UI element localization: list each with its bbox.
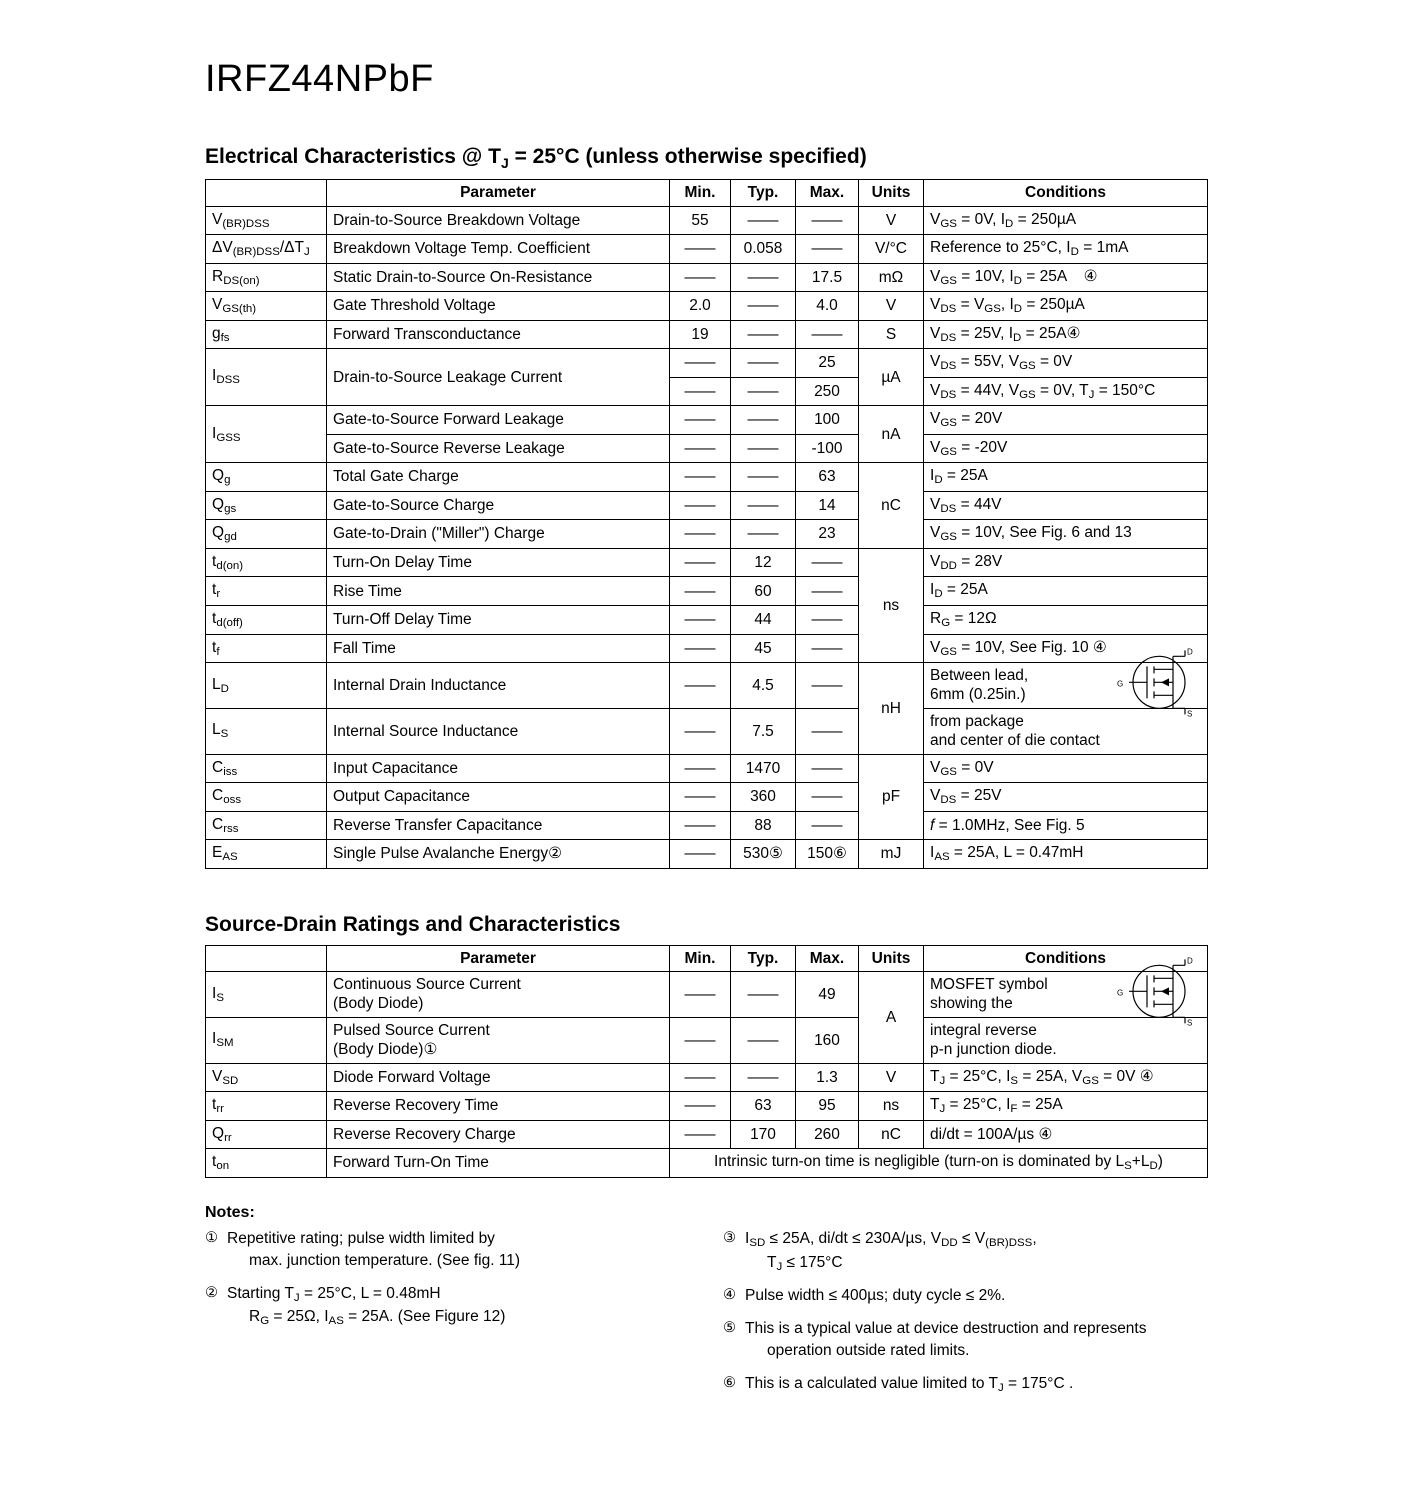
cell-typ: —— [731,406,796,435]
cell-parameter: Diode Forward Voltage [327,1063,670,1092]
cell-conditions: $V_{GS} = 10V$, See Fig. 10 ④ [924,634,1208,663]
cell-conditions: $I_{AS} = 25A$, L = 0.47mH [924,840,1208,869]
svg-text:S: S [1187,709,1193,719]
cell-typ: —— [731,292,796,321]
cell-min: —— [670,520,731,549]
note-text: This is a calculated value limited to $T_J = 175^\circ C$ . [745,1374,1074,1394]
cell-units: ns [859,1092,924,1121]
cell-min: —— [670,811,731,840]
cell-symbol: $Q_{rr}$ [206,1120,327,1149]
cell-conditions: $V_{GS} = 20V$ [924,406,1208,435]
electrical-characteristics-heading [205,145,1412,171]
cell-typ: —— [731,434,796,463]
cell-conditions: from package and center of die contact [924,708,1208,754]
cell-symbol: $t_f$ [206,634,327,663]
table-row [206,520,1208,549]
cell-max: 100 [796,406,859,435]
cell-parameter: Gate-to-Drain ("Miller") Charge [327,520,670,549]
cell-units: nC [859,463,924,549]
cell-parameter: Forward Transconductance [327,320,670,349]
column-header-units: Units [859,180,924,206]
note-marker: ① [205,1229,219,1246]
table-row [206,811,1208,840]
notes-column-right [723,1228,1215,1407]
svg-text:S: S [1187,1018,1193,1028]
cell-symbol: $E_{AS}$ [206,840,327,869]
cell-parameter: Fall Time [327,634,670,663]
cell-symbol: $I_{SM}$ [206,1017,327,1063]
cell-parameter: Continuous Source Current (Body Diode) [327,972,670,1018]
table-row [206,754,1208,783]
cell-max: —— [796,606,859,635]
cell-note-span: Intrinsic turn-on time is negligible (turn-on is dominated by $L_S+L_D$) [670,1149,1208,1178]
table-row [206,463,1208,492]
cell-max: 49 [796,972,859,1018]
cell-min: —— [670,463,731,492]
cell-min: 55 [670,206,731,235]
cell-max: —— [796,754,859,783]
column-header-units: Units [859,945,924,971]
cell-min: —— [670,606,731,635]
cell-units: nA [859,406,924,463]
notes-heading: Notes: [205,1203,255,1221]
electrical-heading-subscript: J [500,155,509,172]
cell-max: —— [796,811,859,840]
cell-parameter: Output Capacitance [327,783,670,812]
column-header-conditions: Conditions [924,180,1208,206]
cell-max: —— [796,206,859,235]
cell-min: —— [670,349,731,378]
cell-conditions: f = 1.0MHz, See Fig. 5 [924,811,1208,840]
cell-min: —— [670,434,731,463]
cell-conditions: $V_{DS} = 44V$, $V_{GS} = 0V$, $T_J = 150^\circ C$ [924,377,1208,406]
electrical-heading-text: Electrical Characteristics @ T [205,145,501,168]
electrical-characteristics-table [205,179,1208,869]
cell-conditions: di/dt = 100A/µs ④ [924,1120,1208,1149]
note-text: Pulse width ≤ 400µs; duty cycle ≤ 2%. [745,1287,1006,1305]
cell-max: —— [796,548,859,577]
cell-parameter: Drain-to-Source Breakdown Voltage [327,206,670,235]
column-header-parameter: Parameter [327,945,670,971]
cell-typ: 60 [731,577,796,606]
table-row [206,206,1208,235]
page-title: IRFZ44NPbF [205,58,434,100]
cell-max: —— [796,634,859,663]
cell-units: mΩ [859,263,924,292]
cell-parameter: Gate-to-Source Charge [327,491,670,520]
cell-min: —— [670,548,731,577]
cell-units: nH [859,663,924,755]
table-row [206,708,1208,754]
cell-conditions: $V_{GS} = 0V$, $I_D = 250\mu A$ [924,206,1208,235]
cell-units: µA [859,349,924,406]
cell-symbol: $I_S$ [206,972,327,1018]
column-header-min: Min. [670,180,731,206]
cell-parameter: Forward Turn-On Time [327,1149,670,1178]
cell-min: —— [670,754,731,783]
cell-conditions: $R_G = 12\Omega$ [924,606,1208,635]
cell-conditions: $V_{DS} = V_{GS}$, $I_D = 250\mu A$ [924,292,1208,321]
note-item [723,1228,1215,1276]
cell-max: —— [796,577,859,606]
note-item [723,1373,1215,1397]
cell-max: 4.0 [796,292,859,321]
cell-typ: 88 [731,811,796,840]
cell-symbol: $L_D$ [206,663,327,709]
cell-typ: 4.5 [731,663,796,709]
cell-parameter: Internal Source Inductance [327,708,670,754]
table-row [206,235,1208,264]
cell-max: —— [796,708,859,754]
table-row [206,320,1208,349]
cell-parameter: Static Drain-to-Source On-Resistance [327,263,670,292]
cell-conditions: $T_J = 25^\circ C$, $I_F = 25A$ [924,1092,1208,1121]
column-header-symbol [206,180,327,206]
cell-typ: —— [731,972,796,1018]
cell-max: 150⑥ [796,840,859,869]
cell-max: 14 [796,491,859,520]
cell-typ: 44 [731,606,796,635]
note-item [723,1318,1215,1363]
cell-min: —— [670,840,731,869]
cell-symbol: $V_{SD}$ [206,1063,327,1092]
cell-min: —— [670,491,731,520]
cell-symbol: $Q_{gs}$ [206,491,327,520]
column-header-max: Max. [796,180,859,206]
cell-typ: 170 [731,1120,796,1149]
cell-min: —— [670,663,731,709]
cell-parameter: Reverse Transfer Capacitance [327,811,670,840]
cell-symbol: $V_{GS(th)}$ [206,292,327,321]
table-row [206,491,1208,520]
cell-conditions: $I_D = 25A$ [924,577,1208,606]
note-text: Repetitive rating; pulse width limited by max. junction temperature. (See fig. 11) [227,1229,521,1270]
cell-typ: 530⑤ [731,840,796,869]
cell-typ: —— [731,1063,796,1092]
cell-units: V [859,292,924,321]
cell-units: mJ [859,840,924,869]
table-row [206,972,1208,1018]
cell-symbol: $Q_g$ [206,463,327,492]
cell-conditions: $V_{DS} = 55V$, $V_{GS} = 0V$ [924,349,1208,378]
cell-parameter: Pulsed Source Current (Body Diode)① [327,1017,670,1063]
svg-text:D: D [1187,956,1193,966]
cell-typ: —— [731,1017,796,1063]
cell-symbol: $C_{rss}$ [206,811,327,840]
cell-typ: —— [731,377,796,406]
source-drain-heading: Source-Drain Ratings and Characteristics [205,912,621,936]
cell-max: 1.3 [796,1063,859,1092]
column-header-symbol [206,945,327,971]
electrical-heading-rest: = 25°C (unless otherwise specified) [508,145,867,168]
cell-parameter: Reverse Recovery Charge [327,1120,670,1149]
note-marker: ③ [723,1229,737,1246]
cell-max: 23 [796,520,859,549]
table-row [206,406,1208,435]
cell-symbol: $R_{DS(on)}$ [206,263,327,292]
cell-conditions: $V_{GS} = 0V$ [924,754,1208,783]
cell-max: —— [796,320,859,349]
cell-symbol: $t_r$ [206,577,327,606]
cell-typ: 63 [731,1092,796,1121]
cell-parameter: Drain-to-Source Leakage Current [327,349,670,406]
cell-conditions: $V_{DD} = 28V$ [924,548,1208,577]
cell-max: —— [796,235,859,264]
table-row [206,292,1208,321]
cell-conditions: $V_{DS} = 44V$ [924,491,1208,520]
cell-max: 63 [796,463,859,492]
cell-symbol: $L_S$ [206,708,327,754]
cell-min: —— [670,235,731,264]
note-text: Starting $T_J = 25^\circ C$, L = 0.48mH $R_G = 25\Omega$, $I_{AS} = 25A$. (See Figure 12) [227,1284,506,1328]
table-row [206,434,1208,463]
notes-column-left [205,1228,697,1407]
cell-symbol: $t_{d(on)}$ [206,548,327,577]
table-header-row [206,180,1208,206]
cell-symbol: $\Delta V_{(BR)DSS}/\Delta T_J$ [206,235,327,264]
cell-conditions: $I_D = 25A$ [924,463,1208,492]
cell-parameter: Input Capacitance [327,754,670,783]
column-header-min: Min. [670,945,731,971]
cell-symbol: $C_{oss}$ [206,783,327,812]
cell-max: 95 [796,1092,859,1121]
note-marker: ⑤ [723,1319,737,1336]
cell-symbol: $I_{DSS}$ [206,349,327,406]
cell-min: —— [670,1063,731,1092]
cell-max: 160 [796,1017,859,1063]
cell-typ: —— [731,463,796,492]
notes-block [205,1228,1215,1407]
cell-max: -100 [796,434,859,463]
cell-symbol: $Q_{gd}$ [206,520,327,549]
svg-text:G: G [1117,679,1124,689]
cell-min: —— [670,577,731,606]
cell-units: V [859,1063,924,1092]
table-row [206,1092,1208,1121]
cell-min: —— [670,1120,731,1149]
column-header-typ: Typ. [731,945,796,971]
note-marker: ⑥ [723,1374,737,1391]
cell-units: A [859,972,924,1064]
cell-min: 2.0 [670,292,731,321]
cell-min: —— [670,708,731,754]
cell-typ: —— [731,263,796,292]
cell-units: V/°C [859,235,924,264]
cell-typ: —— [731,491,796,520]
cell-symbol: $I_{GSS}$ [206,406,327,463]
cell-units: pF [859,754,924,840]
table-row [206,1149,1208,1178]
cell-typ: 360 [731,783,796,812]
cell-conditions: $V_{GS} = -20V$ [924,434,1208,463]
cell-conditions: $T_J = 25^\circ C$, $I_S = 25A$, $V_{GS} = 0V$ ④ [924,1063,1208,1092]
cell-parameter: Single Pulse Avalanche Energy② [327,840,670,869]
cell-units: V [859,206,924,235]
cell-conditions: $V_{GS} = 10V$, $I_D = 25A$ ④ [924,263,1208,292]
cell-parameter: Gate Threshold Voltage [327,292,670,321]
cell-parameter: Rise Time [327,577,670,606]
cell-symbol: $V_{(BR)DSS}$ [206,206,327,235]
cell-conditions: $V_{DS} = 25V$ [924,783,1208,812]
cell-units: nC [859,1120,924,1149]
cell-typ: 45 [731,634,796,663]
cell-max: 260 [796,1120,859,1149]
column-header-typ: Typ. [731,180,796,206]
cell-min: —— [670,783,731,812]
cell-parameter: Turn-Off Delay Time [327,606,670,635]
cell-max: 17.5 [796,263,859,292]
cell-parameter: Total Gate Charge [327,463,670,492]
cell-parameter: Breakdown Voltage Temp. Coefficient [327,235,670,264]
note-text: $I_{SD} \le 25A$, di/dt ≤ 230A/µs, $V_{DD} \le V_{(BR)DSS}$, $T_J \le 175^\circ C$ [745,1229,1037,1273]
cell-conditions: $V_{GS} = 10V$, See Fig. 6 and 13 [924,520,1208,549]
note-item [205,1228,697,1273]
table-row [206,577,1208,606]
cell-symbol: $t_{on}$ [206,1149,327,1178]
cell-min: —— [670,406,731,435]
cell-symbol: $t_{d(off)}$ [206,606,327,635]
cell-min: —— [670,972,731,1018]
column-header-conditions: Conditions [924,945,1208,971]
cell-max: 25 [796,349,859,378]
note-text: This is a typical value at device destruction and represents operation outside rated limits. [745,1319,1147,1360]
table-row [206,840,1208,869]
cell-symbol: $g_{fs}$ [206,320,327,349]
cell-typ: —— [731,320,796,349]
note-item [205,1283,697,1331]
table-row [206,548,1208,577]
cell-typ: 0.058 [731,235,796,264]
cell-typ: —— [731,206,796,235]
table-row [206,1017,1208,1063]
column-header-parameter: Parameter [327,180,670,206]
cell-conditions: Between lead, 6mm (0.25in.) D G S [924,663,1208,709]
cell-conditions: $V_{DS} = 25V$, $I_D$ = 25A④ [924,320,1208,349]
table-row [206,1063,1208,1092]
note-marker: ② [205,1284,219,1301]
cell-typ: 1470 [731,754,796,783]
source-drain-table [205,945,1208,1178]
table-row [206,349,1208,378]
cell-symbol: $t_{rr}$ [206,1092,327,1121]
cell-min: —— [670,377,731,406]
cell-min: —— [670,1017,731,1063]
cell-typ: 12 [731,548,796,577]
cell-parameter: Reverse Recovery Time [327,1092,670,1121]
cell-min: 19 [670,320,731,349]
cell-conditions: MOSFET symbol showing the D G S [924,972,1208,1018]
cell-max: —— [796,783,859,812]
column-header-max: Max. [796,945,859,971]
cell-max: —— [796,663,859,709]
table-row [206,634,1208,663]
svg-text:D: D [1187,647,1193,657]
cell-symbol: $C_{iss}$ [206,754,327,783]
cell-units: ns [859,548,924,662]
cell-parameter: Gate-to-Source Reverse Leakage [327,434,670,463]
table-row [206,663,1208,709]
cell-units: S [859,320,924,349]
cell-min: —— [670,1092,731,1121]
cell-max: 250 [796,377,859,406]
cell-typ: —— [731,349,796,378]
cell-min: —— [670,634,731,663]
cell-parameter: Internal Drain Inductance [327,663,670,709]
note-marker: ④ [723,1287,737,1304]
table-row [206,263,1208,292]
svg-text:G: G [1117,988,1124,998]
table-row [206,606,1208,635]
table-header-row [206,945,1208,971]
cell-typ: —— [731,520,796,549]
cell-parameter: Gate-to-Source Forward Leakage [327,406,670,435]
cell-conditions: Reference to 25°C, $I_D = 1mA$ [924,235,1208,264]
cell-conditions: integral reverse p-n junction diode. [924,1017,1208,1063]
cell-parameter: Turn-On Delay Time [327,548,670,577]
table-row [206,783,1208,812]
cell-min: —— [670,263,731,292]
table-row [206,1120,1208,1149]
cell-typ: 7.5 [731,708,796,754]
note-item [723,1285,1215,1307]
